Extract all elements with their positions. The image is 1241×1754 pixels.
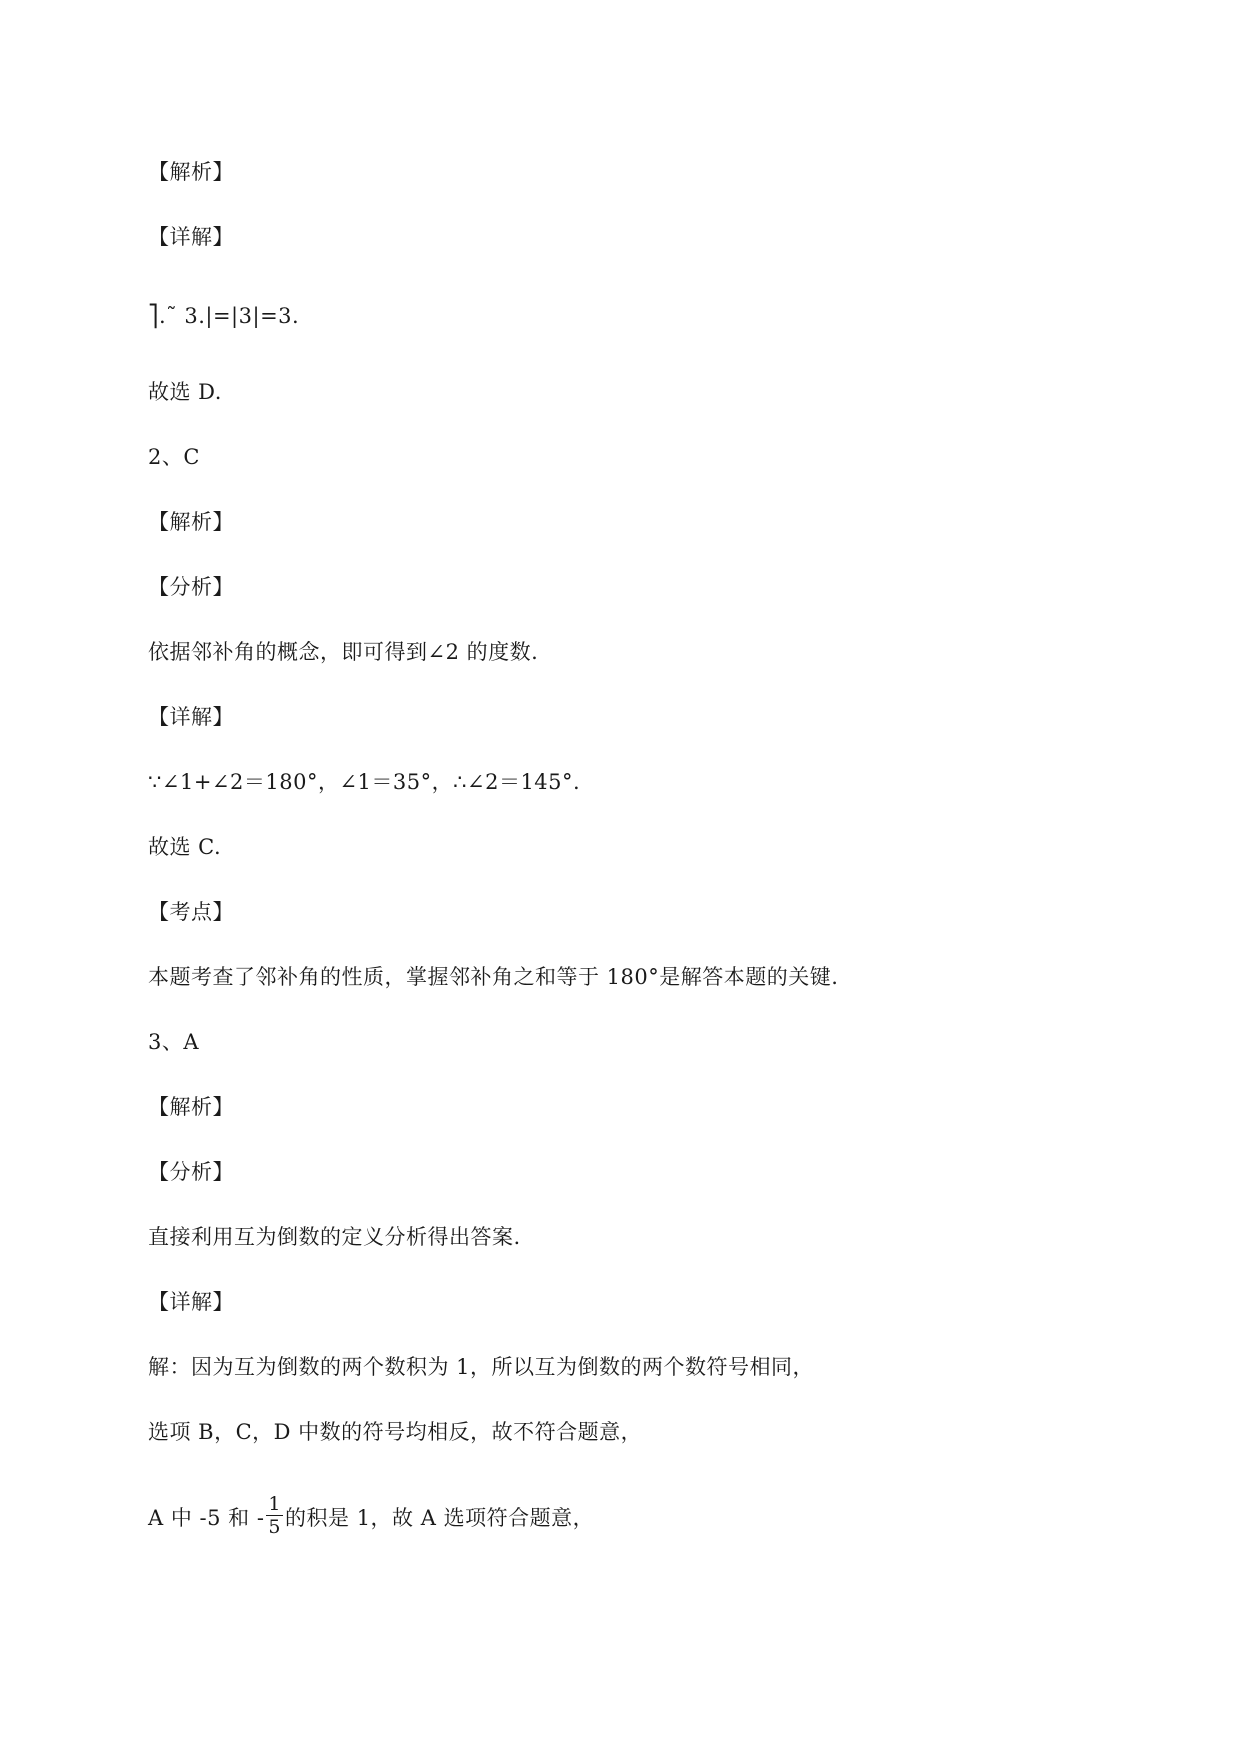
fraction-denominator: 5 [268, 1516, 282, 1538]
math-expression: ∵∠1+∠2＝180°，∠1＝35°，∴∠2＝145°. [148, 770, 581, 794]
section-label-xiangjie: 【详解】 [148, 1290, 234, 1314]
section-label-xiangjie: 【详解】 [148, 705, 234, 729]
section-label-jiexi: 【解析】 [148, 510, 234, 534]
question-number: 2、C [148, 445, 200, 469]
section-label-jiexi: 【解析】 [148, 160, 234, 184]
solution-text: 选项 B，C，D 中数的符号均相反，故不符合题意， [148, 1420, 643, 1444]
analysis-text: 直接利用互为倒数的定义分析得出答案. [148, 1225, 521, 1249]
section-label-kaodian: 【考点】 [148, 900, 234, 924]
text-before-fraction: A 中 -5 和 - [148, 1506, 265, 1530]
answer-line: 故选 C. [148, 835, 222, 859]
section-label-fenxi: 【分析】 [148, 575, 234, 599]
solution-text: 解：因为互为倒数的两个数积为 1，所以互为倒数的两个数符号相同， [148, 1355, 815, 1379]
solution-text-with-fraction [148, 1493, 595, 1542]
fraction-numerator: 1 [268, 1493, 282, 1515]
section-label-fenxi: 【分析】 [148, 1160, 234, 1184]
section-label-xiangjie: 【详解】 [148, 225, 234, 249]
section-label-jiexi: 【解析】 [148, 1095, 234, 1119]
analysis-text: 本题考查了邻补角的性质，掌握邻补角之和等于 180°是解答本题的关键. [148, 965, 839, 989]
question-number: 3、A [148, 1030, 200, 1054]
text-after-fraction: 的积是 1，故 A 选项符合题意， [285, 1506, 595, 1530]
answer-line: 故选 D. [148, 380, 222, 404]
fraction [266, 1493, 283, 1538]
analysis-text: 依据邻补角的概念，即可得到∠2 的度数. [148, 640, 539, 664]
math-expression: ⎤.˜ 3.|=|3|=3. [148, 304, 300, 328]
